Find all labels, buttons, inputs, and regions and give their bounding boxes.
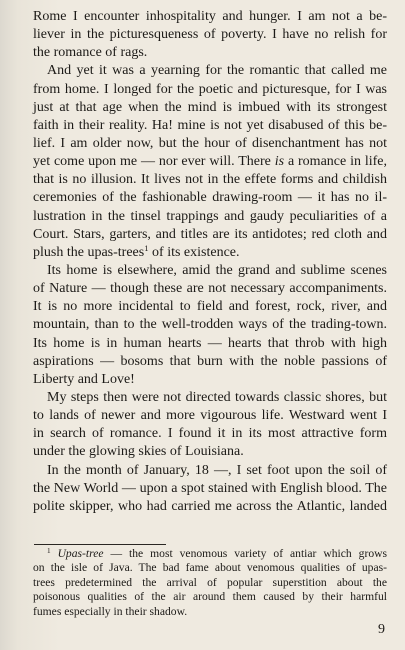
text-line: My steps then were not directed towards classic shores, but [47,389,387,405]
text-line: polite skipper, who had carried me across the Atlantic, landed [33,498,387,514]
text-line: faith in their reality. Ha! mine is not yet disabused of this be- [33,117,387,133]
footnote [33,547,387,619]
text-line: the New World — upon a spot stained with English blood. The [33,480,387,496]
body-text [33,8,387,516]
page-number: 9 [378,622,385,637]
text-line: Liberty and Love! [33,371,135,387]
text-line: from home. I longed for the poetic and picturesque, for I was [33,81,387,97]
text-line: the romance of rags. [33,45,148,61]
text-segment: — the most venomous variety of antiar which grows [103,547,387,560]
text-line: in search of romance. I found it in its most attractive form [33,426,387,442]
text-segment: yet come upon me — nor ever will. There [33,154,275,170]
text-line: And yet it was a yearning for the romantic that called me [47,63,387,79]
text-line: Its home is in human hearts — hearts that throb with high [33,335,387,351]
text-line: Rome I encounter inhospitality and hunger. I am not a be- [33,9,387,24]
text-line: ceremonies of the fashionable drawing-room — it has no il- [33,190,387,206]
emphasis-text: is [274,154,285,170]
footnote-term: Upas-tree [57,547,104,560]
text-line: lief. I am older now, but the hour of disenchantment has not [33,135,387,151]
footnote-reference[interactable]: 1 [144,243,149,254]
text-line: under the glowing skies of Louisiana. [33,444,244,460]
footnote-line: fumes especially in their shadow. [33,604,188,618]
text-line [33,153,387,171]
footnote-line [33,547,387,561]
footnote-line: poisonous qualities of the air around them caused by their harmful [33,590,387,604]
footnote-marker: 1 [47,547,51,556]
text-segment: plush the upas-trees [33,244,145,260]
text-line: of Nature — though these are not necessary accompaniments. [33,281,387,297]
text-line: that is no illusion. It lives not in the effete forms and childish [33,172,387,188]
footnote-line: trees predetermined the arrival of popular superstition about the [33,575,387,589]
text-line: aspirations — bosoms that burn with the noble passions of [33,353,387,369]
text-line: In the month of January, 18 —, I set foot upon the soil of [47,462,387,478]
text-line: just at that age when the mind is imbued with its strongest [33,99,387,115]
footnote-divider [34,544,166,545]
text-line: Its home is elsewhere, amid the grand and sublime scenes [47,262,387,278]
footnote-line: on the isle of Java. The bad fame about venomous qualities of upas- [33,561,387,575]
text-line: to lands of newer and more vigourous life. Westward went I [33,408,387,424]
text-line [33,244,387,262]
text-line: Court. Stars, garters, and titles are its antidotes; red cloth and [33,226,387,242]
text-line: liever in the picturesqueness of poverty. I have no relish for [33,27,387,43]
text-segment: of its existence. [148,244,240,260]
text-line: It is no more incidental to field and forest, rock, river, and [33,299,387,315]
text-line: lustration in the tinsel trappings and gaudy peculiarities of a [33,208,387,224]
text-segment: a romance in life, [284,154,387,170]
text-line: mountain, than to the well-trodden ways of the trading-town. [33,317,387,333]
